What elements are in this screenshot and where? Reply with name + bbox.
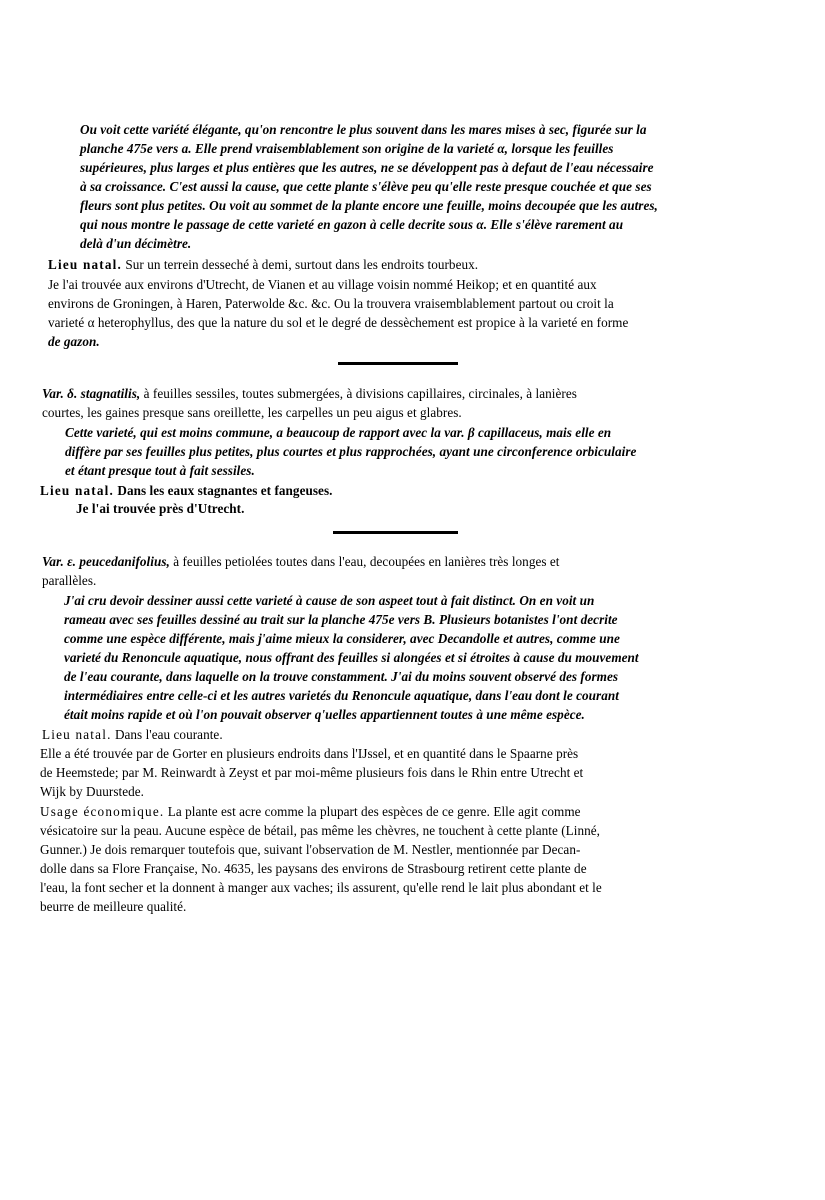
variety-heading bbox=[42, 553, 560, 571]
section-divider bbox=[338, 362, 458, 365]
habitat-text: Dans l'eau courante. bbox=[111, 727, 223, 742]
habitat-text: Sur un terrein desseché à demi, surtout dans les endroits tourbeux. bbox=[122, 257, 479, 272]
description-line: comme une espèce différente, mais j'aime mieux la considerer, avec Decandolle et autres, comme une bbox=[64, 631, 620, 646]
variety-heading bbox=[42, 385, 577, 403]
habitat-label: Lieu natal. bbox=[48, 257, 123, 272]
description-line: varieté du Renoncule aquatique, nous offrant des feuilles si alongées et si étroites à cause du mouvement bbox=[64, 650, 639, 665]
usage-line: beurre de meilleure qualité. bbox=[40, 899, 187, 914]
usage-line: vésicatoire sur la peau. Aucune espèce de bétail, pas même les chèvres, ne touchent à cette plante (Linné, bbox=[40, 823, 601, 838]
habitat-label: Lieu natal. bbox=[40, 483, 115, 498]
locality-line: de Heemstede; par M. Reinwardt à Zeyst et par moi-même plusieurs fois dans le Rhin entre Utrecht et bbox=[40, 765, 584, 780]
usage-line: Gunner.) Je dois remarquer toutefois que, suivant l'observation de M. Nestler, mentionnée par Decan- bbox=[40, 842, 581, 857]
locality-line: Wijk by Duurstede. bbox=[40, 784, 145, 799]
habitat-line bbox=[42, 726, 223, 744]
description-line: à sa croissance. C'est aussi la cause, que cette plante s'élève peu qu'elle reste presque couchée et que ses bbox=[80, 179, 652, 194]
description-line: supérieures, plus larges et plus entières que les autres, ne se développent pas à defaut de l'eau nécessaire bbox=[80, 160, 654, 175]
description-line: intermédiaires entre celle-ci et les autres varietés du Renoncule aquatique, dans l'eau dont le courant bbox=[64, 688, 619, 703]
locality-line: Je l'ai trouvée aux environs d'Utrecht, de Vianen et au village voisin nommé Heikop; et en quantité aux bbox=[48, 277, 597, 292]
locality-line: environs de Groningen, à Haren, Paterwolde &c. &c. Ou la trouvera vraisemblablement partout ou croit la bbox=[48, 296, 614, 311]
habitat-line bbox=[48, 256, 478, 274]
description-line: était moins rapide et où l'on pouvait observer q'uelles appartiennent toutes à une même espèce. bbox=[64, 707, 585, 722]
variety-description: à feuilles petiolées toutes dans l'eau, decoupées en lanières très longes et bbox=[169, 554, 560, 569]
description-line: diffère par ses feuilles plus petites, plus courtes et plus rapprochées, ayant une circonference orbiculaire bbox=[65, 444, 637, 459]
description-line: delà d'un décimètre. bbox=[80, 236, 192, 251]
section-divider bbox=[333, 531, 458, 534]
habitat-text: Dans les eaux stagnantes et fangeuses. bbox=[114, 483, 333, 498]
description-line: qui nous montre le passage de cette varieté en gazon à celle decrite sous α. Elle s'élève rarement au bbox=[80, 217, 624, 232]
habitat-line bbox=[40, 482, 332, 500]
description-line: fleurs sont plus petites. Ou voit au sommet de la plante encore une feuille, moins decoupée que les autres, bbox=[80, 198, 658, 213]
usage-label: Usage économique. bbox=[40, 804, 165, 819]
locality-line: varieté α heterophyllus, des que la nature du sol et le degré de dessèchement est propice à la varieté en forme bbox=[48, 315, 629, 330]
locality-line: Je l'ai trouvée près d'Utrecht. bbox=[76, 501, 245, 516]
variety-description-line: courtes, les gaines presque sans oreillette, les carpelles un peu aigus et glabres. bbox=[42, 405, 462, 420]
description-line: Ou voit cette variété élégante, qu'on rencontre le plus souvent dans les mares mises à sec, figurée sur la bbox=[80, 122, 647, 137]
usage-line bbox=[40, 803, 581, 821]
description-line: de l'eau courante, dans laquelle on la trouve constamment. J'ai du moins souvent observé des formes bbox=[64, 669, 619, 684]
variety-label: Var. δ. stagnatilis, bbox=[42, 386, 141, 401]
variety-description: à feuilles sessiles, toutes submergées, à divisions capillaires, circinales, à lanières bbox=[140, 386, 577, 401]
description-line: et étant presque tout à fait sessiles. bbox=[65, 463, 255, 478]
description-line: J'ai cru devoir dessiner aussi cette varieté à cause de son aspeet tout à fait distinct. On en voit un bbox=[64, 593, 595, 608]
description-line: rameau avec ses feuilles dessiné au trait sur la planche 475e vers B. Plusieurs botanistes l'ont decrite bbox=[64, 612, 618, 627]
usage-line: l'eau, la font secher et la donnent à manger aux vaches; ils assurent, qu'elle rend le lait plus abondant et le bbox=[40, 880, 602, 895]
locality-line: Elle a été trouvée par de Gorter en plusieurs endroits dans l'IJssel, et en quantité dans le Spaarne près bbox=[40, 746, 579, 761]
variety-label: Var. ε. peucedanifolius, bbox=[42, 554, 170, 569]
usage-text: La plante est acre comme la plupart des espèces de ce genre. Elle agit comme bbox=[164, 804, 581, 819]
description-line: Cette varieté, qui est moins commune, a beaucoup de rapport avec la var. β capillaceus, mais elle en bbox=[65, 425, 612, 440]
habitat-label: Lieu natal. bbox=[42, 727, 112, 742]
locality-line: de gazon. bbox=[48, 334, 100, 349]
variety-description-line: parallèles. bbox=[42, 573, 97, 588]
usage-line: dolle dans sa Flore Française, No. 4635, les paysans des environs de Strasbourg retirent cette plante de bbox=[40, 861, 587, 876]
description-line: planche 475e vers a. Elle prend vraisemblablement son origine de la varieté α, lorsque les feuilles bbox=[80, 141, 614, 156]
